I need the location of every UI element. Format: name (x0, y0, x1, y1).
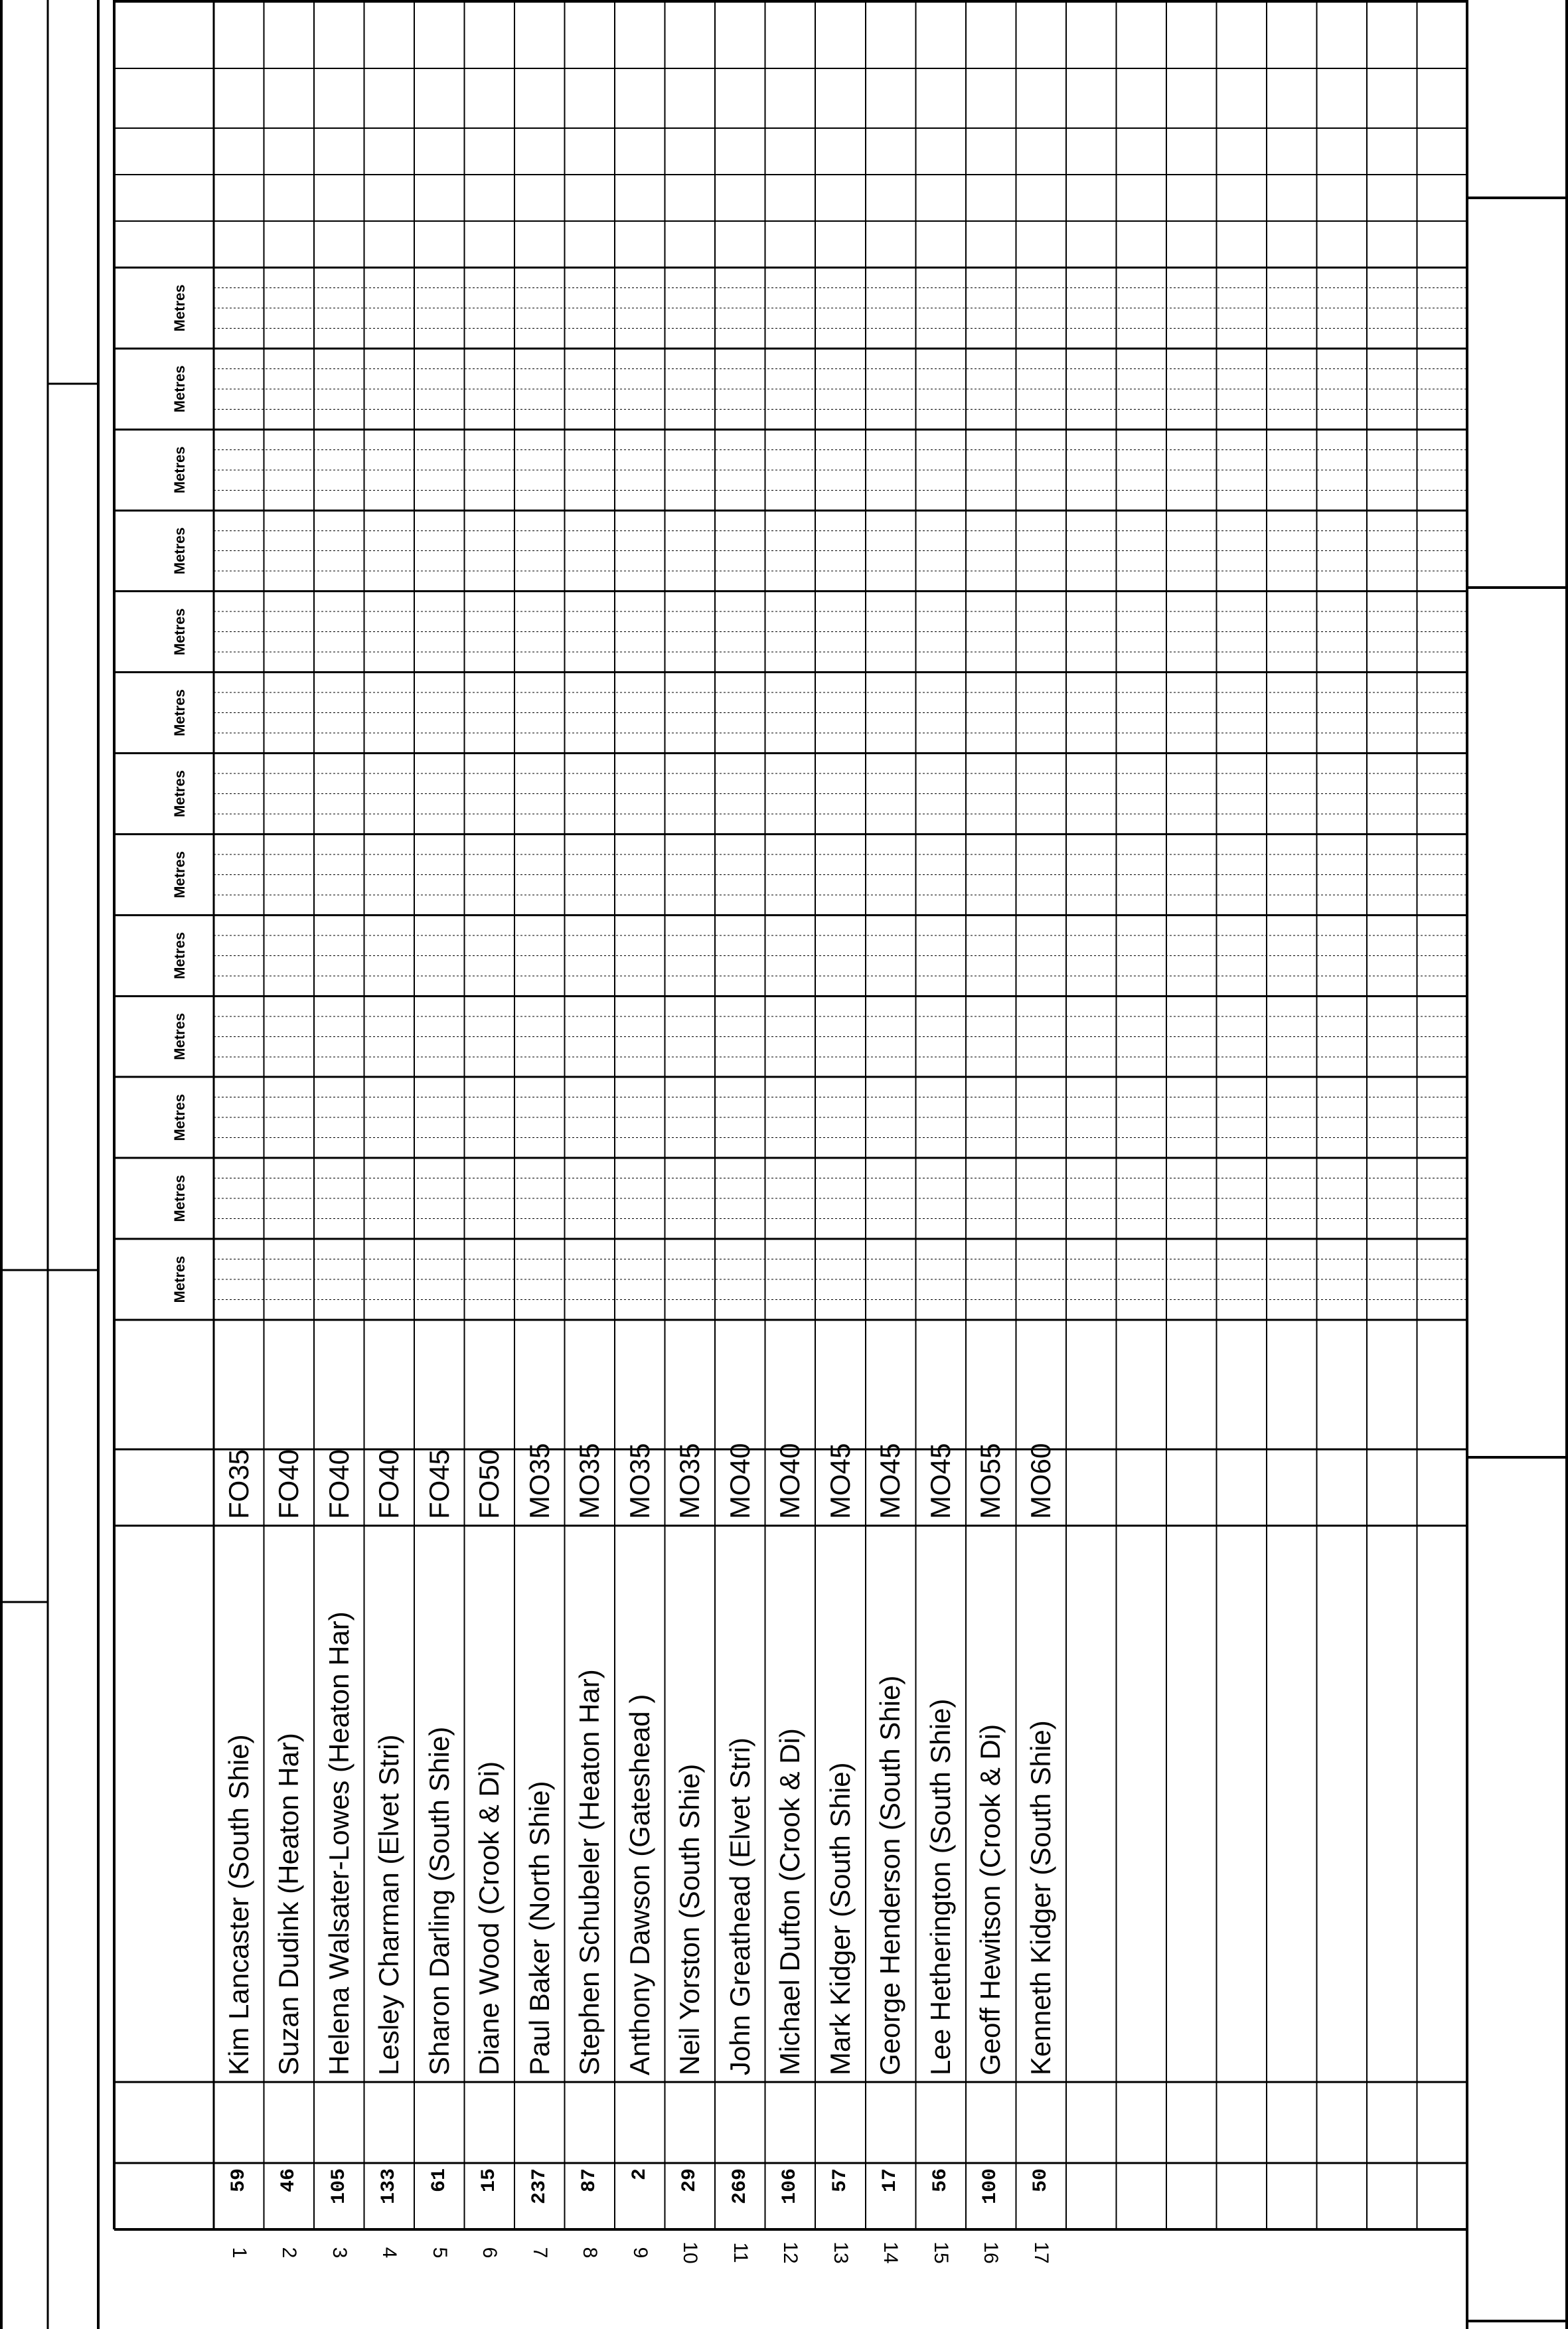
competitor-category: FO40 (323, 1449, 354, 1519)
competitor-category: MO35 (523, 1443, 555, 1519)
row-index: 10 (679, 2241, 702, 2264)
competitor-category: FO40 (273, 1449, 305, 1519)
row-index: 7 (528, 2247, 551, 2259)
row-index: 13 (829, 2241, 852, 2264)
competitor-number: 17 (879, 2168, 902, 2193)
competitor-number: 57 (828, 2168, 852, 2193)
row-index: 2 (278, 2247, 301, 2259)
competitor-number: 2 (628, 2168, 651, 2181)
competitor-category: MO45 (924, 1443, 956, 1519)
competitor-category: MO40 (774, 1443, 806, 1519)
col-header-height-3: Metres (171, 1093, 188, 1141)
competitor-name: George Henderson (South Shie) (874, 1675, 906, 2075)
competitor-name: John Greathead (Elvet Stri) (724, 1737, 755, 2075)
row-index: 8 (579, 2247, 601, 2259)
competitor-name: Kim Lancaster (South Shie) (222, 1734, 254, 2075)
row-index: 17 (1030, 2241, 1052, 2264)
competitor-number: 46 (277, 2168, 301, 2193)
competitor-category: FO35 (222, 1449, 254, 1519)
competitor-number: 29 (678, 2168, 702, 2193)
row-index: 4 (378, 2247, 401, 2259)
competitor-number: 269 (728, 2168, 751, 2205)
competitor-category: MO35 (674, 1443, 706, 1519)
competitor-name: Michael Dufton (Crook & Di) (774, 1728, 806, 2075)
competitor-category: MO60 (1024, 1443, 1056, 1519)
competitor-number: 100 (979, 2168, 1002, 2205)
competitor-category: MO55 (975, 1443, 1006, 1519)
col-header-height-8: Metres (171, 689, 188, 737)
row-index: 12 (779, 2241, 802, 2264)
competitor-number: 56 (929, 2168, 952, 2193)
row-index: 6 (479, 2247, 501, 2259)
competitor-name: Neil Yorston (South Shie) (674, 1763, 706, 2075)
competitor-name: Paul Baker (North Shie) (523, 1781, 555, 2075)
competitor-name: Suzan Dudink (Heaton Har) (273, 1733, 305, 2075)
col-header-height-5: Metres (171, 931, 188, 979)
competitor-name: Geoff Hewitson (Crook & Di) (975, 1724, 1006, 2075)
row-index: 5 (428, 2247, 451, 2259)
competitor-name: Lee Hetherington (South Shie) (924, 1698, 956, 2075)
row-index: 16 (980, 2241, 1002, 2264)
competitor-number: 105 (327, 2168, 351, 2205)
competitor-number: 59 (227, 2168, 250, 2193)
competitor-category: MO40 (724, 1443, 755, 1519)
competitor-name: Sharon Darling (South Shie) (423, 1726, 455, 2075)
competitor-number: 106 (779, 2168, 802, 2205)
competitor-category: FO45 (423, 1449, 455, 1519)
competitor-name: Kenneth Kidger (South Shie) (1024, 1720, 1056, 2075)
col-header-height-12: Metres (171, 365, 188, 413)
competitor-category: MO45 (824, 1443, 856, 1519)
competitor-name: Helena Walsater-Lowes (Heaton Har) (323, 1611, 354, 2075)
competitor-name: Diane Wood (Crook & Di) (473, 1761, 505, 2075)
col-header-height-13: Metres (171, 284, 188, 332)
competitor-number: 237 (528, 2168, 551, 2205)
col-header-height-9: Metres (171, 608, 188, 656)
col-header-height-1: Metres (171, 1255, 188, 1303)
row-index: 9 (629, 2247, 651, 2259)
competitor-number: 50 (1029, 2168, 1052, 2193)
competitor-category: FO50 (473, 1449, 505, 1519)
competitor-category: MO35 (574, 1443, 605, 1519)
col-header-height-11: Metres (171, 446, 188, 494)
row-index: 3 (328, 2247, 351, 2259)
row-index: 15 (929, 2241, 952, 2264)
competitor-number: 87 (578, 2168, 601, 2193)
competitor-category: MO35 (623, 1443, 655, 1519)
col-header-height-10: Metres (171, 527, 188, 575)
col-header-height-7: Metres (171, 770, 188, 817)
col-header-height-2: Metres (171, 1174, 188, 1222)
competitor-name: Mark Kidger (South Shie) (824, 1762, 856, 2075)
row-index: 14 (880, 2241, 902, 2264)
competitor-number: 133 (378, 2168, 401, 2205)
row-index: 11 (729, 2242, 751, 2263)
col-header-height-6: Metres (171, 850, 188, 898)
competitor-number: 15 (478, 2168, 501, 2193)
row-index: 1 (228, 2247, 250, 2259)
competitor-category: FO40 (373, 1449, 405, 1519)
competitor-name: Anthony Dawson (Gateshead ) (623, 1694, 655, 2075)
competitor-number: 61 (428, 2168, 451, 2193)
col-header-height-4: Metres (171, 1012, 188, 1060)
competitor-name: Stephen Schubeler (Heaton Har) (574, 1669, 605, 2075)
competitor-name: Lesley Charman (Elvet Stri) (373, 1734, 405, 2075)
competitor-category: MO45 (874, 1443, 906, 1519)
